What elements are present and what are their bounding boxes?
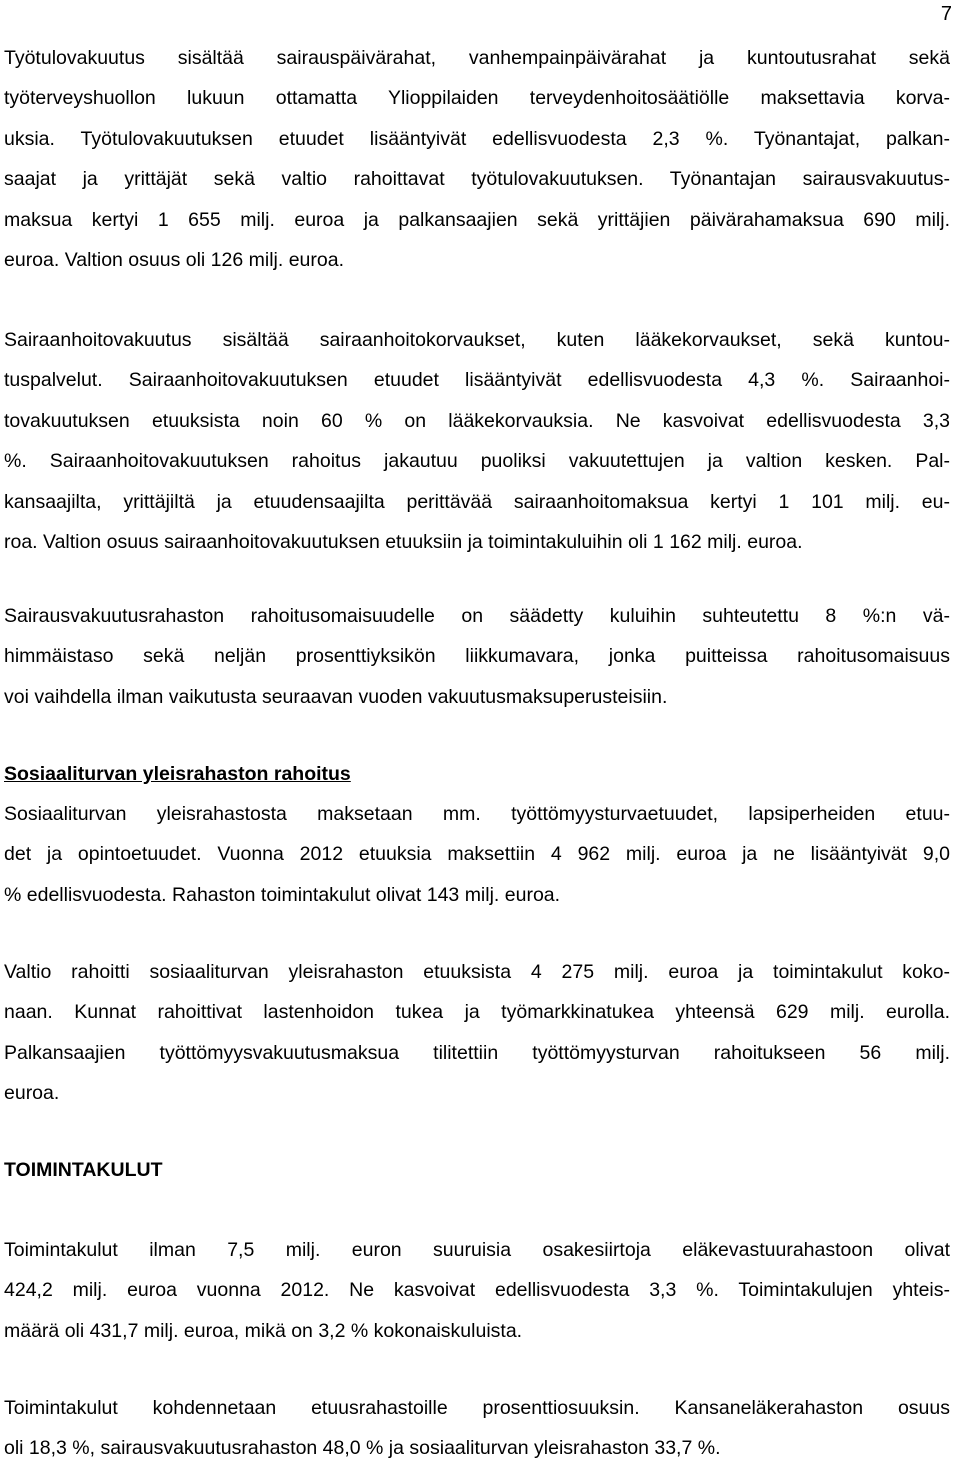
text-line: Sosiaaliturvan yleisrahastosta maksetaan mm. työttömyysturvaetuudet, lapsiperheiden etuu- <box>4 803 950 825</box>
section-heading-toimintakulut <box>4 1150 950 1190</box>
text-line: roa. Valtion osuus sairaanhoitovakuutuksen etuuksiin ja toimintakuluihin oli 1 162 milj. euroa. <box>4 531 803 554</box>
text-line: Palkansaajien työttömyysvakuutusmaksua tilitettiin työttömyysturvan rahoitukseen 56 milj. <box>4 1041 950 1064</box>
page-number: 7 <box>940 3 952 25</box>
text-line: kansaajilta, yrittäjiltä ja etuudensaajilta perittävää sairaanhoitomaksua kertyi 1 101 milj. eu- <box>4 490 950 513</box>
text-line: uksia. Työtulovakuutuksen etuudet lisääntyivät edellisvuodesta 2,3 %. Työnantajat, palkan- <box>4 127 950 150</box>
text-line: työterveyshuollon lukuun ottamatta Ylioppilaiden terveydenhoitosäätiölle maksettavia korva- <box>4 87 950 110</box>
text-line: Valtio rahoitti sosiaaliturvan yleisrahaston etuuksista 4 275 milj. euroa ja toimintakulut koko- <box>4 961 950 983</box>
text-line: euroa. Valtion osuus oli 126 milj. euroa. <box>4 249 345 272</box>
heading-text: Sosiaaliturvan yleisrahaston rahoitus <box>4 763 351 785</box>
text-line: saajat ja yrittäjät sekä valtio rahoittavat työtulovakuutuksen. Työnantajan sairausvakuutus- <box>4 168 950 191</box>
text-line: tuspalvelut. Sairaanhoitovakuutuksen etuudet lisääntyivät edellisvuodesta 4,3 %. Sairaanhoi- <box>4 369 950 392</box>
heading-text: TOIMINTAKULUT <box>4 1159 163 1181</box>
text-line: Toimintakulut ilman 7,5 milj. euron suuruisia osakesiirtoja eläkevastuurahastoon olivat <box>4 1239 950 1261</box>
text-line: %. Sairaanhoitovakuutuksen rahoitus jakautuu puoliksi vakuutettujen ja valtion kesken. Pal- <box>4 450 950 473</box>
paragraph-sairausvakuutusrahasto <box>4 596 950 717</box>
text-line: Sairausvakuutusrahaston rahoitusomaisuudelle on säädetty kuluihin suhteutettu 8 %:n vä- <box>4 605 950 627</box>
text-line: voi vaihdella ilman vaikutusta seuraavan vuoden vakuutusmaksuperusteisiin. <box>4 685 668 708</box>
text-line: naan. Kunnat rahoittivat lastenhoidon tukea ja työmarkkinatukea yhteensä 629 milj. eurolla. <box>4 1001 950 1024</box>
paragraph-yleisrahasto-rahoitus <box>4 952 950 1114</box>
text-line: himmäistaso sekä neljän prosenttiyksikön liikkumavara, jonka puitteissa rahoitusomaisuus <box>4 645 950 668</box>
text-line: Toimintakulut kohdennetaan etuusrahastoille prosenttiosuuksin. Kansaneläkerahaston osuus <box>4 1397 950 1419</box>
text-line: Työtulovakuutus sisältää sairauspäivärahat, vanhempainpäivärahat ja kuntoutusrahat sekä <box>4 47 950 69</box>
text-line: 424,2 milj. euroa vuonna 2012. Ne kasvoivat edellisvuodesta 3,3 %. Toimintakulujen yhteis- <box>4 1279 950 1302</box>
section-heading-sosiaaliturvan-yleisrahasto <box>4 754 950 794</box>
text-line: Sairaanhoitovakuutus sisältää sairaanhoitokorvaukset, kuten lääkekorvaukset, sekä kuntou- <box>4 329 950 351</box>
paragraph-sairaanhoitovakuutus <box>4 320 950 562</box>
text-line: tovakuutuksen etuuksista noin 60 % on lääkekorvauksia. Ne kasvoivat edellisvuodesta 3,3 <box>4 409 950 432</box>
paragraph-yleisrahasto-etuudet <box>4 794 950 915</box>
text-line: määrä oli 431,7 milj. euroa, mikä on 3,2 % kokonaiskuluista. <box>4 1319 523 1342</box>
text-line: det ja opintoetuudet. Vuonna 2012 etuuksia maksettiin 4 962 milj. euroa ja ne lisääntyivät 9,0 <box>4 843 950 866</box>
paragraph-toimintakulut-kohdennus <box>4 1388 950 1469</box>
text-line: % edellisvuodesta. Rahaston toimintakulut olivat 143 milj. euroa. <box>4 883 561 906</box>
paragraph-toimintakulut-maara <box>4 1230 950 1351</box>
paragraph-tyotulovakuutus <box>4 38 950 280</box>
text-line: maksua kertyi 1 655 milj. euroa ja palkansaajien sekä yrittäjien päivärahamaksua 690 milj. <box>4 208 950 231</box>
text-line: euroa. <box>4 1082 60 1105</box>
text-line: oli 18,3 %, sairausvakuutusrahaston 48,0 % ja sosiaaliturvan yleisrahaston 33,7 %. <box>4 1437 721 1460</box>
